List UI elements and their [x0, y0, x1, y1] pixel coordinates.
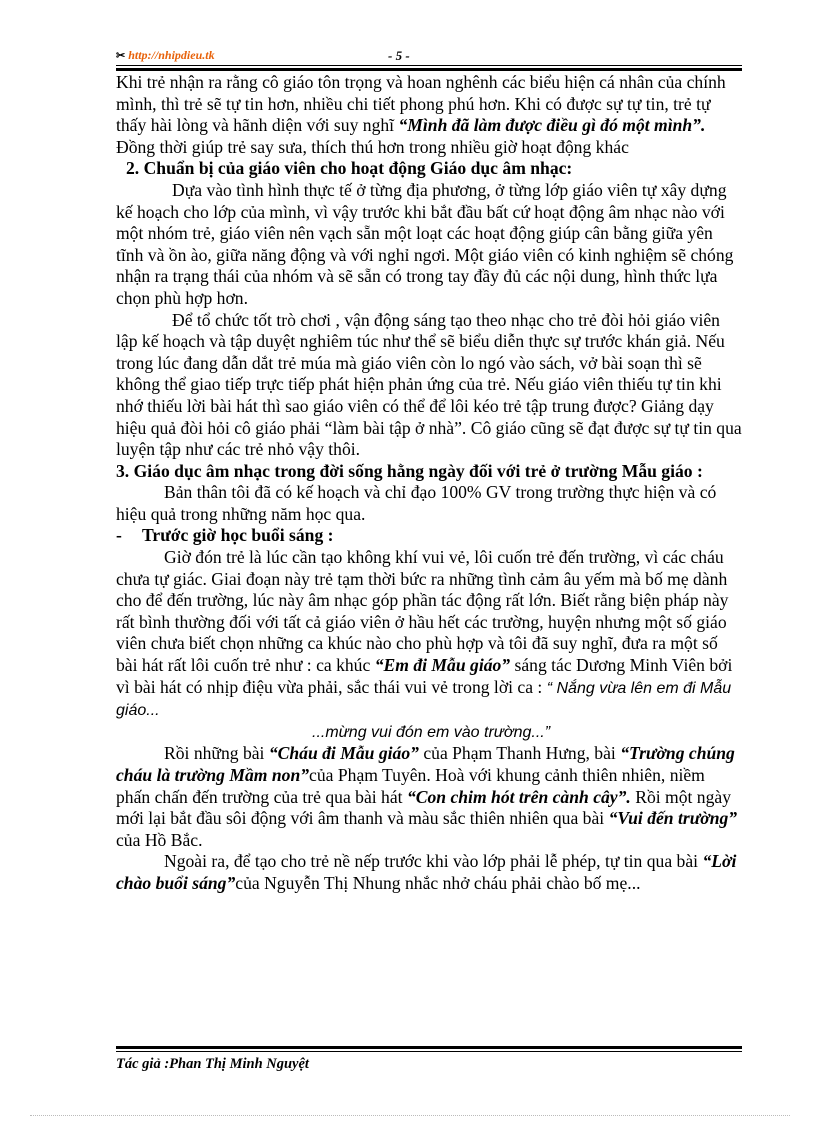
lyric-quote-1: “ Nắng vừa lên em đi Mẫu giáo... [116, 679, 732, 720]
paragraph-greeting: Ngoài ra, để tạo cho trẻ nề nếp trước khi vào lớp phải lễ phép, tự tin qua bài “Lời chào buổi sáng”của Nguyễn Thị Nhung nhắc nhở cháu phải chào bố mẹ... [116, 851, 737, 893]
header-rule-thick [116, 68, 742, 71]
lyric-quote-2: ...mừng vui đón em vào trường...” [312, 723, 551, 741]
page-number: - 5 - [388, 48, 410, 63]
paragraph-intro: Khi trẻ nhận ra rằng cô giáo tôn trọng và hoan nghênh các biểu hiện cá nhân của chính mình, thì trẻ sẽ tự tin hơn, nhiều chi tiết phong phú hơn. Khi có được sự tự tin, trẻ tự thấy hài lòng và hãnh diện với suy nghĩ “Mình đã làm được điều gì đó một mình”. Đồng thời giúp trẻ say sưa, thích thú hơn trong nhiều giờ hoạt động khác [116, 72, 726, 157]
header-rule-thin [116, 65, 742, 66]
page-edge-dots [30, 1115, 790, 1116]
paragraph-plan: Bản thân tôi đã có kế hoạch và chỉ đạo 100% GV trong trường thực hiện và có hiệu quả trong những năm học qua. [116, 482, 717, 524]
footer-rule-thick [116, 1046, 742, 1049]
heading-section-3: 3. Giáo dục âm nhạc trong đời sống hằng ngày đối với trẻ ở trường Mẫu giáo : [116, 460, 703, 481]
header-link-text[interactable]: http://nhipdieu.tk [128, 48, 215, 62]
heading-section-2: 2. Chuẩn bị của giáo viên cho hoạt động Giáo dục âm nhạc: [126, 158, 573, 179]
footer-rule-thin [116, 1051, 742, 1052]
document-body [116, 72, 742, 895]
paragraph-songs: Rồi những bài “Cháu đi Mẫu giáo” của Phạm Thanh Hưng, bài “Trường chúng cháu là trường Mầm non”của Phạm Tuyên. Hoà với khung cảnh thiên nhiên, niềm phấn chấn đến trường của trẻ qua bài hát “Con chim hót trên cành cây”. Rồi một ngày mới lại bắt đầu sôi động với âm thanh và màu sắc thiên nhiên qua bài “Vui đến trường” của Hồ Bắc. [116, 743, 738, 850]
bullet-morning [116, 525, 742, 547]
bullet-dash: - [116, 525, 122, 546]
paragraph-morning: Giờ đón trẻ là lúc cần tạo không khí vui vẻ, lôi cuốn trẻ đến trường, vì các cháu chưa tự giác. Giai đoạn này trẻ tạm thời bức ra những tình cảm âu yếm mà bố mẹ dành cho để đến trường, lúc này âm nhạc góp phần tác động rất lớn. Biết rằng biện pháp này rất bình thường đối với tất cả giáo viên ở hầu hết các trường, huyện nhưng một số giáo viên chưa biết chọn những ca khúc nào cho phù hợp và tôi đã suy nghĩ, đưa ra một số bài hát rất lôi cuốn trẻ như : ca khúc “Em đi Mẫu giáo” sáng tác Dương Minh Viên bởi vì bài hát có nhịp điệu vừa phải, sắc thái vui vẻ trong lời ca : “ Nắng vừa lên em đi Mẫu giáo... [116, 547, 733, 720]
scissors-icon: ✂ [116, 50, 126, 62]
footer-author: Tác giả :Phan Thị Minh Nguyệt [116, 1056, 309, 1072]
header-link[interactable] [116, 48, 215, 63]
paragraph-organization: Để tổ chức tốt trò chơi , vận động sáng tạo theo nhạc cho trẻ đòi hỏi giáo viên lập kế hoạch và tập duyệt nghiêm túc như thể sẽ biểu diễn thực sự trước khán giả. Nếu trong lúc đang dẫn dắt trẻ múa mà giáo viên còn lo ngó vào sách, vở bài soạn thì sẽ không thể giao tiếp trực tiếp phát hiện phản ứng của trẻ. Nếu giáo viên thiếu tự tin khi nhớ thiếu lời bài hát thì sao giáo viên có thể để lôi kéo trẻ tập trung được? Giảng dạy hiệu quả đòi hỏi cô giáo phải “làm bài tập ở nhà”. Cô giáo cũng sẽ đạt được sự tự tin qua luyện tập như các trẻ nhỏ vậy thôi. [116, 309, 742, 460]
bullet-label: Trước giờ học buổi sáng : [142, 525, 334, 546]
paragraph-preparation: Dựa vào tình hình thực tế ở từng địa phương, ở từng lớp giáo viên tự xây dựng kế hoạch cho lớp của mình, vì vậy trước khi bắt đầu bất cứ hoạt động âm nhạc nào với một nhóm trẻ, giáo viên nên vạch sẵn một loạt các hoạt động giúp cân bằng giữa yên tĩnh và ồn ào, giữa năng động và với nghỉ ngơi. Một giáo viên có kinh nghiệm sẽ chóng nhận ra trạng thái của nhóm và sẽ sẵn có trong tay đầy đủ các nội dung, hình thức lựa chọn phù hợp hơn. [116, 179, 734, 308]
page-header [116, 48, 742, 66]
